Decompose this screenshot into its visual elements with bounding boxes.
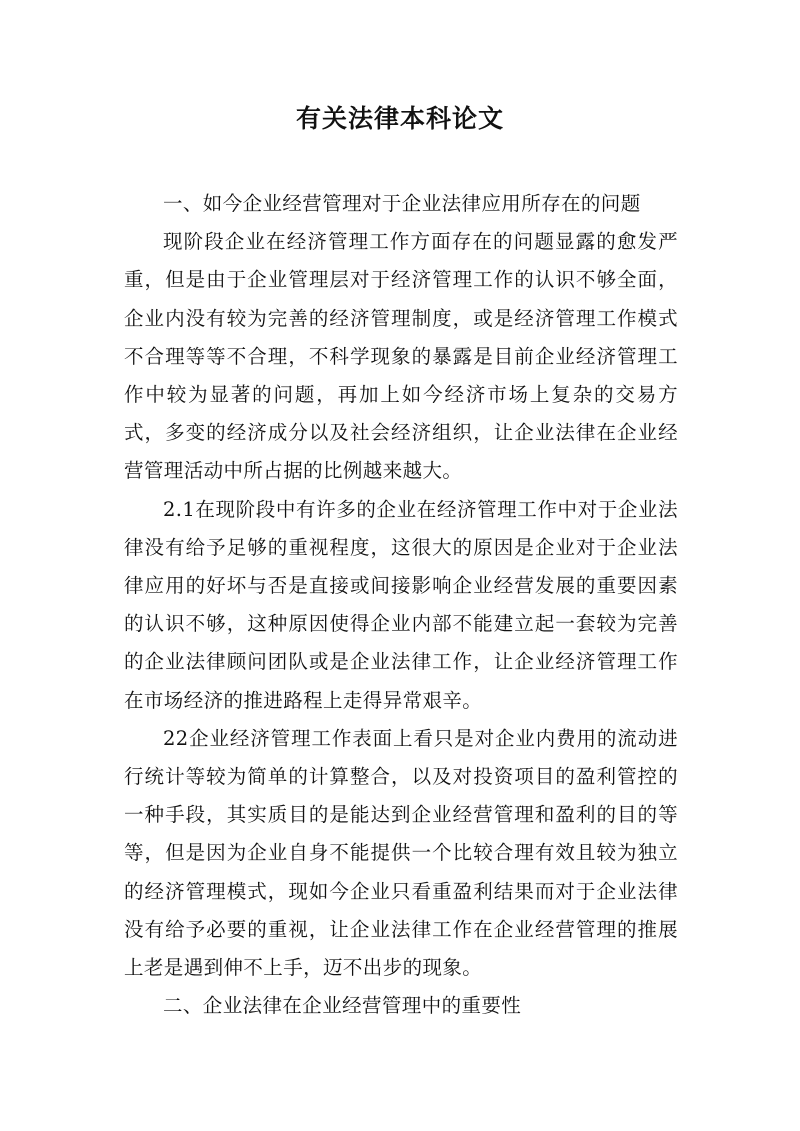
document-body (124, 185, 678, 1025)
section-heading-2: 二、企业法律在企业经营管理中的重要性 (163, 994, 522, 1018)
paragraph-2-2: 22企业经济管理工作表面上看只是对企业内费用的流动进行统计等较为简单的计算整合，以及对投资项目的盈利管控的一种手段，其实质目的是能达到企业经营管理和盈利的目的等等，但是因为企业自身不能提供一个比较合理有效且较为独立的经济管理模式，现如今企业只看重盈利结果而对于企业法律没有给予必要的重视，让企业法律工作在企业经营管理的推展上老是遇到伸不上手，迈不出步的现象。 (124, 726, 678, 980)
section-heading-1: 一、如今企业经营管理对于企业法律应用所存在的问题 (163, 192, 641, 215)
paragraph-intro: 现阶段企业在经济管理工作方面存在的问题显露的愈发严重，但是由于企业管理层对于经济管理工作的认识不够全面，企业内没有较为完善的经济管理制度，或是经济管理工作模式不合理等等不合理，不科学现象的暴露是目前企业经济管理工作中较为显著的问题，再加上如今经济市场上复杂的交易方式，多变的经济成分以及社会经济组织，让企业法律在企业经营管理活动中所占据的比例越来越大。 (124, 230, 678, 483)
paragraph-2-1: 2.1在现阶段中有许多的企业在经济管理工作中对于企业法律没有给予足够的重视程度，这很大的原因是企业对于企业法律应用的好坏与否是直接或间接影响企业经营发展的重要因素的认识不够，这种原因使得企业内部不能建立起一套较为完善的企业法律顾问团队或是企业法律工作，让企业经济管理工作在市场经济的推进路程上走得异常艰辛。 (124, 497, 678, 712)
document-title: 有关法律本科论文 (295, 104, 504, 133)
